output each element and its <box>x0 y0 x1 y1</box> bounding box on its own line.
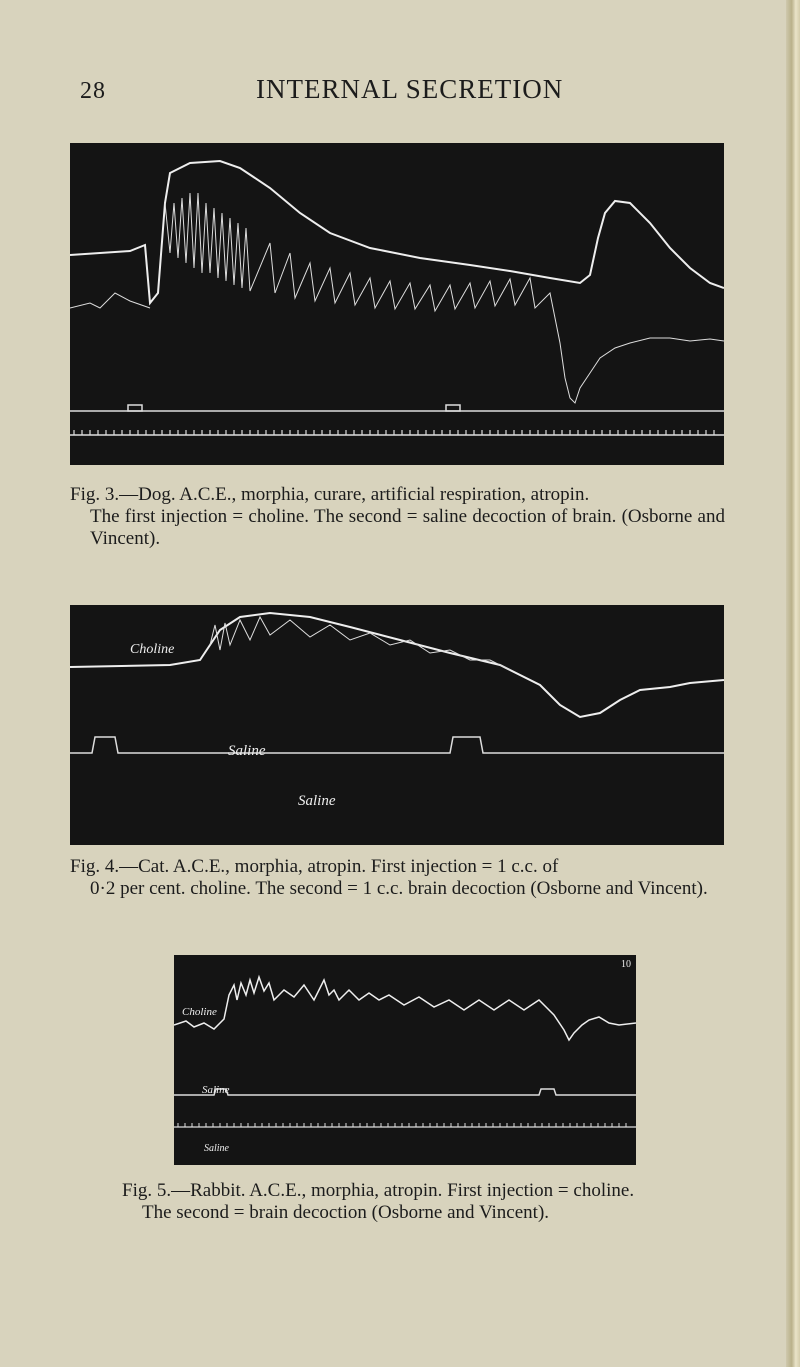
figure-3-injection-marker-1 <box>128 405 142 411</box>
figure-5-signal-line <box>174 1089 636 1095</box>
figure-3-injection-marker-2 <box>446 405 460 411</box>
figure-5-label-choline: Choline <box>182 1006 217 1018</box>
figure-4-caption-rest: 0·2 per cent. choline. The second = 1 c.c. brain decoction (Osborne and Vincent). <box>90 878 708 899</box>
figure-5-trace-plot <box>174 955 636 1165</box>
figure-4-blood-pressure-trace <box>70 613 724 717</box>
figure-5-caption-rest: The second = brain decoction (Osborne and Vincent). <box>142 1202 550 1223</box>
figure-4-label-choline: Choline <box>130 642 175 657</box>
figure-4-label-saline-1: Saline <box>228 743 266 759</box>
figure-3-caption <box>70 484 725 550</box>
figure-3-caption-line-1: Fig. 3.—Dog. A.C.E., morphia, curare, artificial respiration, atropin. <box>70 484 590 505</box>
figure-5-label-saline-2: Saline <box>204 1143 229 1154</box>
figure-3-time-ticks <box>74 430 714 435</box>
page-header <box>72 72 772 112</box>
figure-4-label-saline-2: Saline <box>298 793 336 809</box>
figure-4-oscillation-band <box>210 617 510 670</box>
figure-4-signal-line <box>70 737 724 753</box>
figure-5-caption <box>122 1180 730 1224</box>
figure-3-oscillation-band <box>70 193 724 403</box>
figure-5-caption-line-1: Fig. 5.—Rabbit. A.C.E., morphia, atropin. First injection = choline. <box>122 1180 635 1201</box>
figure-5-kymograph <box>174 955 636 1165</box>
figure-5-label-saline-1: Saline <box>202 1084 230 1096</box>
figure-3-caption-rest: The first injection = choline. The second = saline decoction of brain. (Osborne and Vincent). <box>90 506 725 549</box>
figure-3-trace-plot <box>70 143 724 465</box>
figure-4-caption <box>70 856 725 900</box>
page-edge <box>786 0 800 1367</box>
running-title: INTERNAL SECRETION <box>256 74 564 104</box>
figure-4-caption-line-1: Fig. 4.—Cat. A.C.E., morphia, atropin. First injection = 1 c.c. of <box>70 856 559 877</box>
figure-4-kymograph <box>70 605 724 845</box>
figure-5-label-ten: 10 <box>621 959 631 970</box>
figure-4-trace-plot <box>70 605 724 845</box>
figure-3-kymograph <box>70 143 724 465</box>
figure-5-blood-pressure-trace <box>174 977 636 1040</box>
page-number: 28 <box>80 78 106 104</box>
